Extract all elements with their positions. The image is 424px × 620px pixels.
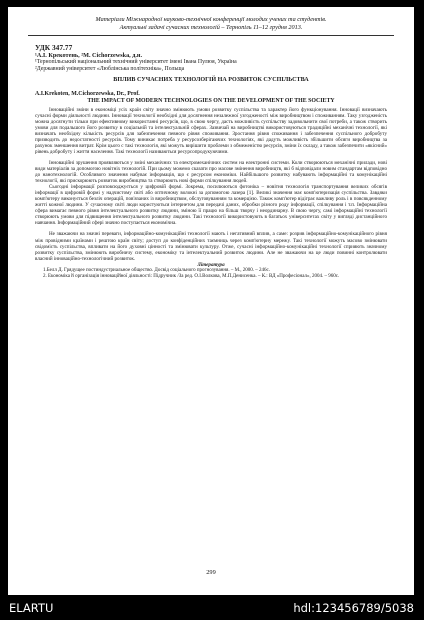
literature-item-1: 1.Белл Д. Грядущее постиндустриальное общество. Досвід соціального прогнозування. – М., 2000. – 246с. <box>43 267 270 273</box>
authors-en: A.I.Krekoten, M.Cichorzewska, Dr., Prof. <box>35 91 140 98</box>
page-number: 299 <box>206 569 216 576</box>
article-body <box>35 44 387 280</box>
repository-name: ELARTU <box>9 601 54 615</box>
paragraph-4: Не зважаючи на значні переваги, інформаційно-комунікаційні технології мають і негативний вплив, а саме: розрив інформаційно-комунікаційного рівня між провідними країнами і рештою країн світу; доступ до конфіденційних таємниць через комп'ютерну мережу. Такі технології можуть масово змінювати свідомість суспільства, впливати на його духовні цінності та змінювати культуру. Отже, сучасні інформаційно-комунікаційні технології сприяють значному розвитку суспільства, змінюють виробничу систему, економіку та інтелектуальний розвиток людини. Але не зважаючи на це люди повинні контролювати власний інноваційно-технологічний розвиток. <box>35 231 387 262</box>
literature-heading: Література <box>197 261 225 268</box>
paragraph-2: Інноваційні зрушення проявляються у зміні механічних та електромеханічних систем на електронні системи. Коли створюються механічні прилади, нові види матеріалів за допомогою новітніх технологій. При цьому можемо сказати про масове змінення виробництв, які б відповідали новим стандартам відповідно до нанотехнологій. Особливого значення набуває інформація, що є ресурсом економіки. Найбільшого розвитку набувають інформаційні та комунікаційні технології, які прискорюють розвиток виробництва та створюють нові форми спілкування людей. <box>35 159 387 185</box>
article-title-ua: ВПЛИВ СУЧАСНИХ ТЕХНОЛОГІЙ НА РОЗВИТОК СУСПІЛЬСТВА <box>113 77 309 84</box>
footer-bar <box>0 596 424 620</box>
article-title-en: THE IMPACT OF MODERN TECHNOLOGIES ON THE DEVELOPMENT OF THE SOCIETY <box>87 98 335 105</box>
header-rule <box>28 35 394 36</box>
affiliation-1: ¹Тернопільський національний технічний університет імені Івана Пулюя, Україна <box>35 59 237 65</box>
affiliation-2: ²Державний університет «Люблінська політехніка», Польща <box>35 65 185 72</box>
paragraph-1: Інноваційні зміни в економіці усіх країн світу значно змінюють умови розвитку суспільства та характер його функціонування. Інновації визначають сучасні форми діяльності людини. Інновації технології необхідні для досягнення незалежної узгодженості між виробництвом і споживанням. Таку узгодженість можна досягнути тільки при ефективному використанні ресурсів, що, в свою чергу, дасть можливість суспільству задовольнити свої потреби, а також створить умови для подальшого його розвитку в соціальній та інтелектуальній сферах. Зазвичай на виробництві використовуються традиційні механічні технології, які визначать необхідну кількість ресурсів для забезпечення певного рівня споживання. Зростання рівня споживання і забезпечення суспільного добробуту призводить до недостатності ресурсів. Тому виникає потреба у ресурсозберігаючих технологіях, які дадуть можливість збільшити обсяги виробництва за рахунок зменшення витрат. Крім цього с такі технологія, які можуть вирішити проблеми з обмеженістю ресурсів, зміни їх складу, а також забезпечити «якісний» рівень добробуту і життя населення. Такі технології називаються ресурсопродукуючими. <box>35 106 387 155</box>
literature-item-2: 2. Економіка й організація інноваційної діяльності: Підручник /За ред. О.І.Волкова, М.П.Денисенка. – К.: ВД «Професіонал», 2004. – 960с. <box>43 273 340 279</box>
handle-identifier: hdl:123456789/5038 <box>293 601 414 615</box>
udk-code: УДК 347.77 <box>35 43 73 52</box>
authors-ua: ¹А.І. Крекотень, ²М. Cichorzewska, д.н. <box>35 52 143 59</box>
conference-header <box>28 16 394 32</box>
conference-line-2: Актуальні задачі сучасних технологій – Тернопіль 11–12 грудня 2013. <box>119 24 303 31</box>
paragraph-3: Сьогодні інформації розповсюджується у цифровій формі. Зокрема, посилюються фотоніка – новітня технологія транспортування великих обсягів інформації в цифровій формі у надчистому світі або оптичному волокні за допомогою лазера [1]. Великі значення має комп'ютеризація суспільства. Завдяки комп'ютеру виконується безліч операцій, пов'язаних із виробництвом, обслуговуванням та комерцією. Також комп'ютер відіграє важливу роль і в повсякденному житті кожної людини. У сучасному світі люди користуються інтернетом для передачі даних, обробки різного роду інформації, спілкування і т.п. Інформаційна сфера вимагає певного рівня інтелектуального розвитку людини, зміною її працю на більш творчу і неординарну. В свою чергу, самі інформаційні технології створюють умови для підвищення інтелектуального розвитку людини. Такі технології використовують в багатьох університетах світу у вигляді дистанційного навчання. Інформаційний сфері значно поступається економічна. <box>35 184 387 227</box>
document-page <box>8 7 414 595</box>
conference-line-1: Матеріали Міжнародної науково-технічної конференції молодих учених та студентів. <box>95 16 327 23</box>
